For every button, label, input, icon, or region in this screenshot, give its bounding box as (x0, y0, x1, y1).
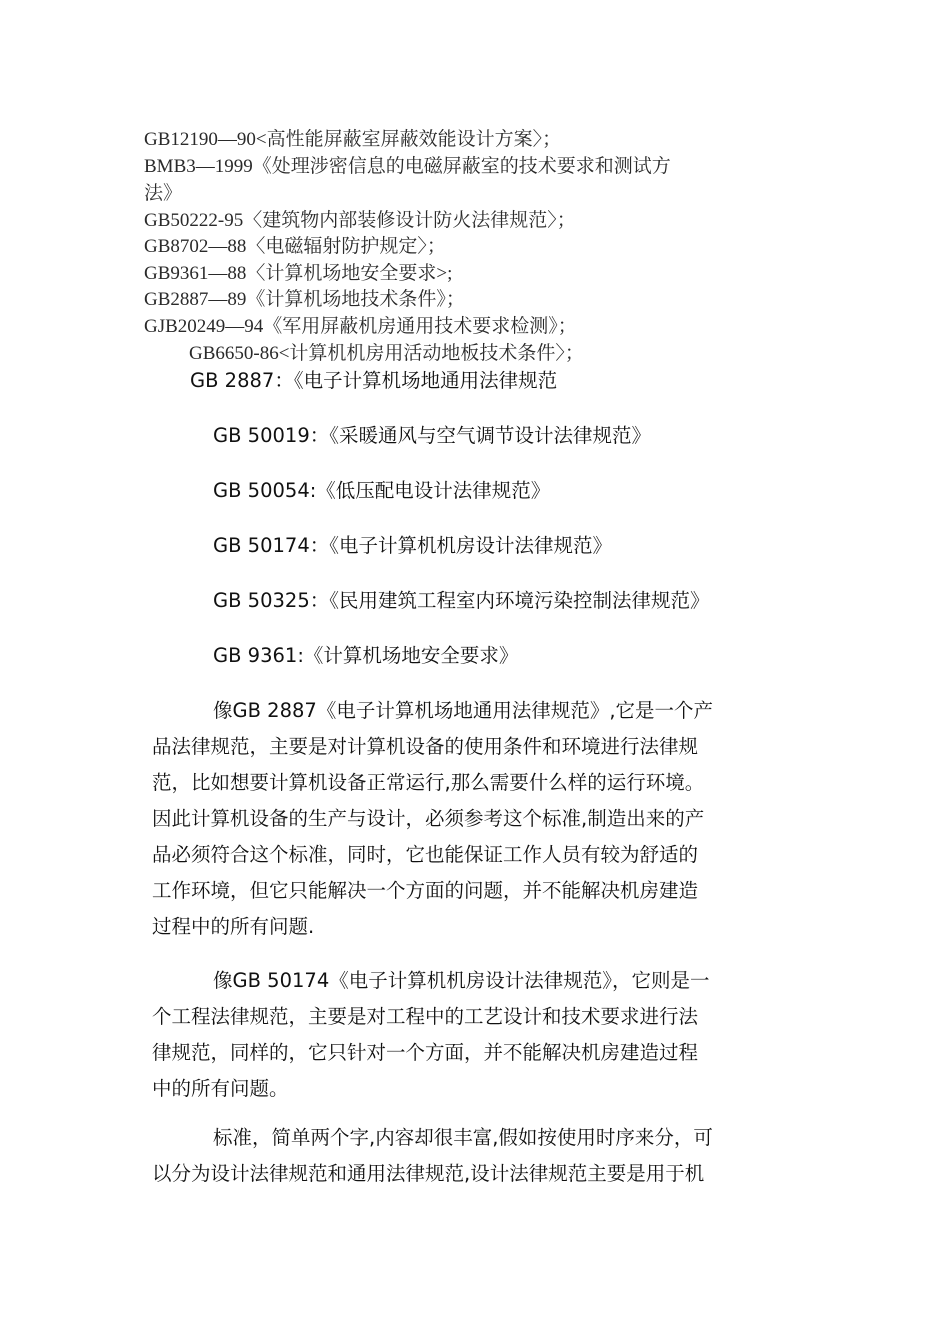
reference-line: GB50222-95〈建筑物内部装修设计防火法律规范〉； (144, 210, 576, 231)
paragraph-line: 律规范，同样的，它只针对一个方面，并不能解决机房建造过程 (152, 1041, 699, 1064)
paragraph-line: 像GB 2887《电子计算机场地通用法律规范》,它是一个产 (213, 699, 714, 722)
paragraph-line: 以分为设计法律规范和通用法律规范,设计法律规范主要是用于机 (152, 1162, 705, 1185)
paragraph-line: 因此计算机设备的生产与设计，必须参考这个标准,制造出来的产 (152, 807, 705, 830)
reference-line: BMB3—1999《处理涉密信息的电磁屏蔽室的技术要求和测试方 (144, 156, 671, 177)
paragraph-line: 范，比如想要计算机设备正常运行,那么需要什么样的运行环境。 (152, 771, 705, 794)
reference-line: GB2887—89《计算机场地技术条件》； (144, 289, 465, 310)
standard-line: GB 2887：《电子计算机场地通用法律规范 (190, 369, 558, 392)
reference-line: GJB20249—94《军用屏蔽机房通用技术要求检测》； (144, 316, 577, 337)
paragraph-line: 工作环境，但它只能解决一个方面的问题，并不能解决机房建造 (152, 879, 699, 902)
paragraph-line: 过程中的所有问题. (152, 915, 315, 938)
body-paragraph (152, 693, 800, 945)
paragraph-line: 标准，简单两个字,内容却很丰富,假如按使用时序来分，可 (213, 1126, 713, 1149)
reference-line: GB6650-86<计算机机房用活动地板技术条件〉； (189, 343, 584, 364)
body-paragraph (152, 1120, 800, 1192)
standard-line: GB 50054:《低压配电设计法律规范》 (213, 479, 551, 502)
paragraph-line: 个工程法律规范，主要是对工程中的工艺设计和技术要求进行法 (152, 1005, 699, 1028)
reference-line: GB9361—88〈计算机场地安全要求>; (144, 263, 453, 284)
reference-line: 法》 (144, 183, 183, 204)
reference-line: GB12190—90<高性能屏蔽室屏蔽效能设计方案〉； (144, 129, 562, 150)
paragraph-line: 像GB 50174《电子计算机机房设计法律规范》，它则是一 (213, 969, 710, 992)
standard-line: GB 50174：《电子计算机机房设计法律规范》 (213, 534, 612, 557)
standard-line: GB 50325：《民用建筑工程室内环境污染控制法律规范》 (213, 589, 710, 612)
paragraph-line: 中的所有问题。 (152, 1077, 289, 1100)
paragraph-line: 品必须符合这个标准，同时，它也能保证工作人员有较为舒适的 (152, 843, 699, 866)
body-paragraph (152, 963, 800, 1107)
reference-line: GB8702—88〈电磁辐射防护规定〉； (144, 236, 446, 257)
paragraph-line: 品法律规范，主要是对计算机设备的使用条件和环境进行法律规 (152, 735, 699, 758)
standard-line: GB 9361:《计算机场地安全要求》 (213, 644, 519, 667)
standard-line: GB 50019：《采暖通风与空气调节设计法律规范》 (213, 424, 651, 447)
